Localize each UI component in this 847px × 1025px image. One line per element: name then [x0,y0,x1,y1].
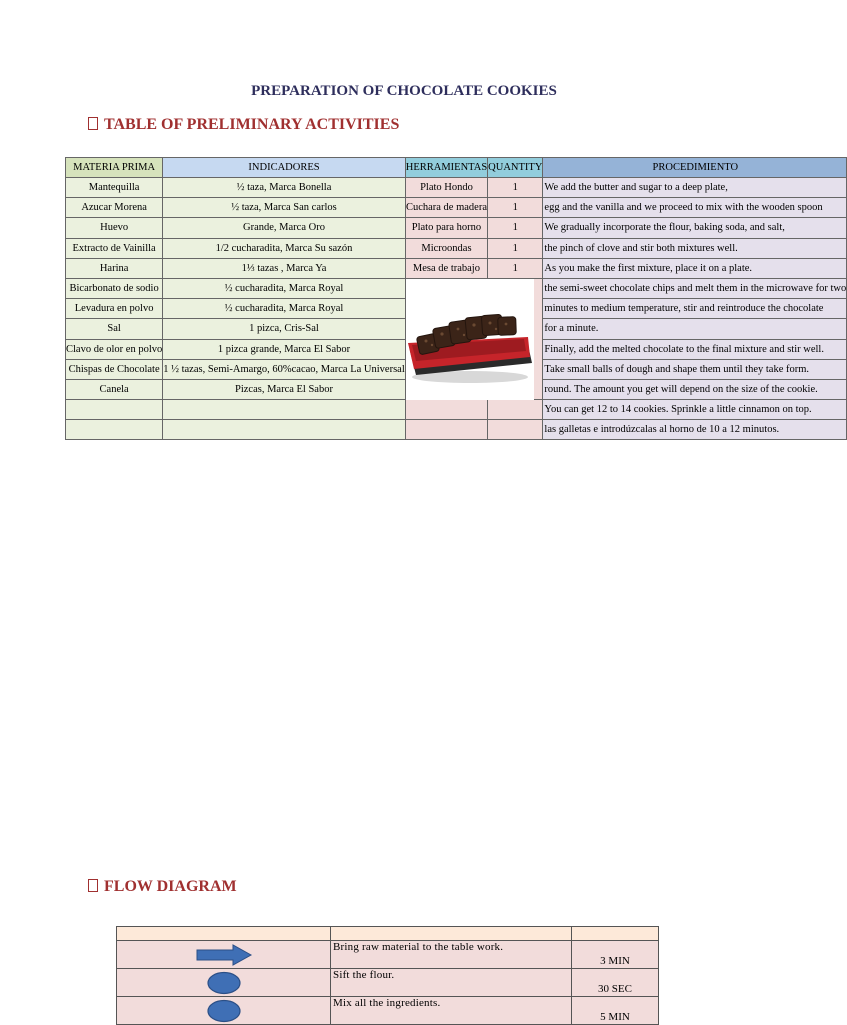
procedure-line: minutes to medium temperature, stir and reintroduce the chocolate [543,299,847,319]
procedure-line: We add the butter and sugar to a deep plate, [543,178,847,198]
ingredient-indicator: ½ cucharadita, Marca Royal [163,299,406,319]
ingredient-name: Bicarbonato de sodio [66,278,163,298]
ingredient-indicator: 1 pizca grande, Marca El Sabor [163,339,406,359]
table-row [66,198,847,218]
tool-name-empty [405,400,487,420]
circle-icon [206,971,242,995]
tool-name: Microondas [405,238,487,258]
ingredient-indicator: ½ taza, Marca Bonella [163,178,406,198]
procedure-line: Finally, add the melted chocolate to the final mixture and stir well. [543,339,847,359]
tool-qty: 1 [488,258,543,278]
flow-step-text: Mix all the ingredients. [331,997,572,1025]
table-row [66,178,847,198]
tool-qty: 1 [488,218,543,238]
ingredient-indicator: 1 pizca, Cris-Sal [163,319,406,339]
ingredient-name: Extracto de Vainilla [66,238,163,258]
procedure-line: the pinch of clove and stir both mixtures well. [543,238,847,258]
ingredient-indicator: ½ taza, Marca San carlos [163,198,406,218]
ingredient-name: Azucar Morena [66,198,163,218]
tool-name: Plato para horno [405,218,487,238]
tool-qty: 1 [488,198,543,218]
table-row [66,400,847,420]
procedure-line: We gradually incorporate the flour, baking soda, and salt, [543,218,847,238]
ingredient-name: Huevo [66,218,163,238]
flow-symbol-cell [117,997,331,1025]
flow-step-row [117,941,659,969]
flow-step-time: 3 MIN [572,941,659,969]
procedure-line: for a minute. [543,319,847,339]
section-title-flow [88,878,237,896]
header-herramientas: HERRAMIENTAS [405,158,487,178]
flow-header-row [117,927,659,941]
table-row [66,258,847,278]
flow-symbol-cell [117,969,331,997]
arrow-icon [196,945,252,965]
procedure-line: Take small balls of dough and shape them until they take form. [543,359,847,379]
procedure-line: As you make the first mixture, place it on a plate. [543,258,847,278]
header-quantity: QUANTITY [488,158,543,178]
ingredient-indicator: Pizcas, Marca El Sabor [163,379,406,399]
flow-step-time: 5 MIN [572,997,659,1025]
document-title: PREPARATION OF CHOCOLATE COOKIES [251,83,557,99]
flow-step-time: 30 SEC [572,969,659,997]
bullet-icon [88,117,98,130]
tool-name: Mesa de trabajo [405,258,487,278]
tool-qty-empty [488,400,543,420]
tool-qty-empty [488,420,543,440]
flow-header-cell [331,927,572,941]
ingredient-name: Mantequilla [66,178,163,198]
flow-symbol-cell [117,941,331,969]
table-row [66,420,847,440]
ingredient-name: Canela [66,379,163,399]
ingredient-indicator: Grande, Marca Oro [163,218,406,238]
header-materia-prima: MATERIA PRIMA [66,158,163,178]
flow-step-row [117,997,659,1025]
flow-step-text: Bring raw material to the table work. [331,941,572,969]
ingredient-name [66,420,163,440]
ingredient-indicator: 1 ½ tazas, Semi-Amargo, 60%cacao, Marca La Universal [163,359,406,379]
ingredient-name: Levadura en polvo [66,299,163,319]
tool-name: Cuchara de madera [405,198,487,218]
table-row [66,238,847,258]
ingredient-name: Chispas de Chocolate [66,359,163,379]
section-title-flow-text: FLOW DIAGRAM [104,878,237,895]
bullet-icon [88,879,98,892]
procedure-line: las galletas e introdúzcalas al horno de 10 a 12 minutos. [543,420,847,440]
ingredient-name [66,400,163,420]
ingredient-name: Sal [66,319,163,339]
ingredient-indicator: ½ cucharadita, Marca Royal [163,278,406,298]
ingredient-name: Harina [66,258,163,278]
cookie-photo-cell [405,278,543,399]
flow-header-cell [117,927,331,941]
ingredient-indicator: 1⅓ tazas , Marca Ya [163,258,406,278]
tool-qty: 1 [488,238,543,258]
flow-diagram-table [116,926,659,1025]
cookie-plate-image [406,279,534,400]
flow-step-row [117,969,659,997]
procedure-line: egg and the vanilla and we proceed to mix with the wooden spoon [543,198,847,218]
ingredient-indicator [163,420,406,440]
procedure-line: You can get 12 to 14 cookies. Sprinkle a little cinnamon on top. [543,400,847,420]
ingredient-indicator: 1/2 cucharadita, Marca Su sazón [163,238,406,258]
table-row [66,278,847,298]
procedure-line: the semi-sweet chocolate chips and melt them in the microwave for two [543,278,847,298]
preliminary-activities-table [65,157,847,440]
section-title-preliminary [88,116,399,134]
header-procedimiento: PROCEDIMIENTO [543,158,847,178]
tool-name: Plato Hondo [405,178,487,198]
table-header-row [66,158,847,178]
ingredient-indicator [163,400,406,420]
circle-icon [206,999,242,1023]
flow-header-cell [572,927,659,941]
header-indicadores: INDICADORES [163,158,406,178]
flow-step-text: Sift the flour. [331,969,572,997]
tool-name-empty [405,420,487,440]
tool-qty: 1 [488,178,543,198]
ingredient-name: Clavo de olor en polvo [66,339,163,359]
procedure-line: round. The amount you get will depend on the size of the cookie. [543,379,847,399]
section-title-preliminary-text: TABLE OF PRELIMINARY ACTIVITIES [104,116,400,133]
table-row [66,218,847,238]
chocolate-cookies-photo [406,279,534,400]
